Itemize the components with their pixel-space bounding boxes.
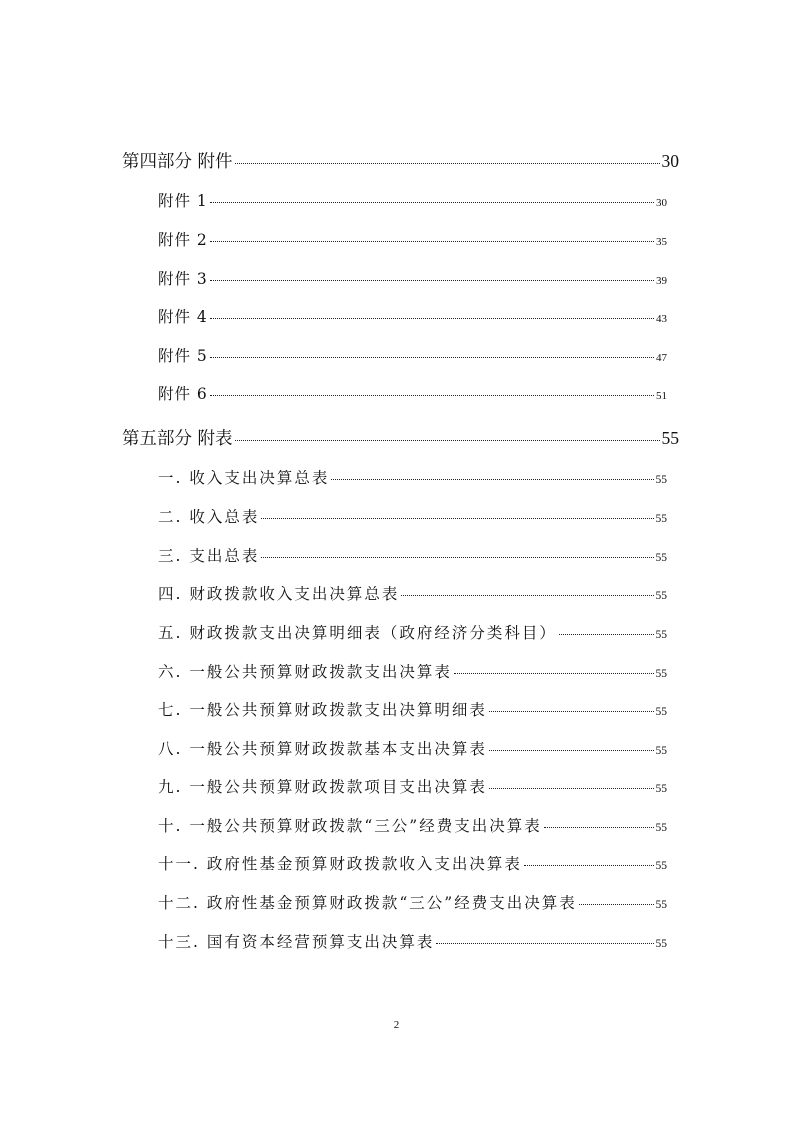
dot-leader xyxy=(579,904,654,905)
dot-leader xyxy=(401,595,653,596)
dot-leader xyxy=(235,440,660,441)
toc-page-number: 55 xyxy=(655,513,667,525)
toc-page-number: 55 xyxy=(661,428,679,448)
toc-label: 附件 6 xyxy=(158,385,208,403)
toc-label: 二. 收入总表 xyxy=(158,508,260,526)
toc-page-number: 55 xyxy=(655,860,667,872)
toc-table-6[interactable] xyxy=(158,660,667,682)
toc-label: 四. 财政拨款收入支出决算总表 xyxy=(158,585,400,603)
toc-label: 六. 一般公共预算财政拨款支出决算表 xyxy=(158,663,452,681)
toc-label: 第五部分 附表 xyxy=(122,429,233,449)
toc-table-12[interactable] xyxy=(158,891,667,913)
toc-label: 十二. 政府性基金预算财政拨款“三公”经费支出决算表 xyxy=(158,894,577,912)
dot-leader xyxy=(210,202,654,203)
toc-table-1[interactable] xyxy=(158,466,667,488)
toc-label: 八. 一般公共预算财政拨款基本支出决算表 xyxy=(158,740,487,758)
dot-leader xyxy=(489,750,654,751)
toc-page-number: 51 xyxy=(656,390,667,402)
dot-leader xyxy=(210,318,654,319)
dot-leader xyxy=(210,357,654,358)
toc-page-number: 39 xyxy=(656,275,667,287)
toc-page-number: 55 xyxy=(655,590,667,602)
toc-label: 附件 4 xyxy=(158,308,208,326)
dot-leader xyxy=(436,943,653,944)
toc-label: 附件 3 xyxy=(158,270,208,288)
toc-page-number: 55 xyxy=(655,706,667,718)
toc-page-number: 55 xyxy=(655,783,667,795)
toc-label: 一. 收入支出决算总表 xyxy=(158,469,330,487)
toc-page-number: 55 xyxy=(655,552,667,564)
dot-leader xyxy=(489,711,654,712)
toc-label: 九. 一般公共预算财政拨款项目支出决算表 xyxy=(158,778,487,796)
dot-leader xyxy=(210,241,654,242)
dot-leader xyxy=(261,518,653,519)
toc-page-number: 55 xyxy=(655,899,667,911)
toc-table-5[interactable] xyxy=(158,621,667,643)
toc-attachment-2[interactable] xyxy=(158,228,667,250)
toc-part4[interactable] xyxy=(122,148,679,173)
toc-table-2[interactable] xyxy=(158,505,667,527)
dot-leader xyxy=(544,827,654,828)
toc-page-number: 55 xyxy=(655,745,667,757)
toc-page-number: 30 xyxy=(656,197,667,209)
toc-table-10[interactable] xyxy=(158,814,667,836)
toc-label: 三. 支出总表 xyxy=(158,547,260,565)
toc-table-3[interactable] xyxy=(158,544,667,566)
toc-page-number: 55 xyxy=(655,938,667,950)
toc-attachment-5[interactable] xyxy=(158,344,667,366)
toc-label: 十三. 国有资本经营预算支出决算表 xyxy=(158,933,435,951)
toc-table-9[interactable] xyxy=(158,775,667,797)
dot-leader xyxy=(331,479,653,480)
toc-label: 七. 一般公共预算财政拨款支出决算明细表 xyxy=(158,701,487,719)
toc-table-8[interactable] xyxy=(158,737,667,759)
dot-leader xyxy=(489,788,654,789)
toc-label: 附件 1 xyxy=(158,192,208,210)
dot-leader xyxy=(524,865,654,866)
toc-label: 附件 2 xyxy=(158,231,208,249)
toc-table-7[interactable] xyxy=(158,698,667,720)
toc-page-number: 55 xyxy=(655,629,667,641)
toc-attachment-3[interactable] xyxy=(158,267,667,289)
toc-attachment-4[interactable] xyxy=(158,305,667,327)
toc-page-number: 55 xyxy=(655,474,667,486)
toc-page-number: 55 xyxy=(655,822,667,834)
toc-label: 十一. 政府性基金预算财政拨款收入支出决算表 xyxy=(158,855,522,873)
toc-table-13[interactable] xyxy=(158,930,667,952)
toc-label: 第四部分 附件 xyxy=(122,152,233,172)
toc-attachment-1[interactable] xyxy=(158,189,667,211)
footer-page-number: 2 xyxy=(393,1019,400,1031)
dot-leader xyxy=(559,634,654,635)
toc-table-4[interactable] xyxy=(158,582,667,604)
toc-attachment-6[interactable] xyxy=(158,382,667,404)
dot-leader xyxy=(235,163,660,164)
toc-page-number: 30 xyxy=(661,151,679,171)
dot-leader xyxy=(210,395,654,396)
dot-leader xyxy=(210,280,654,281)
toc-label: 附件 5 xyxy=(158,347,208,365)
toc-page-number: 55 xyxy=(655,668,667,680)
toc-label: 五. 财政拨款支出决算明细表（政府经济分类科目） xyxy=(158,624,557,642)
toc-page-number: 35 xyxy=(656,236,667,248)
dot-leader xyxy=(454,673,654,674)
dot-leader xyxy=(261,557,653,558)
toc-part5[interactable] xyxy=(122,425,679,450)
toc-page-number: 47 xyxy=(656,352,667,364)
toc-table-11[interactable] xyxy=(158,852,667,874)
toc-label: 十. 一般公共预算财政拨款“三公”经费支出决算表 xyxy=(158,817,542,835)
toc-page-number: 43 xyxy=(656,313,667,325)
